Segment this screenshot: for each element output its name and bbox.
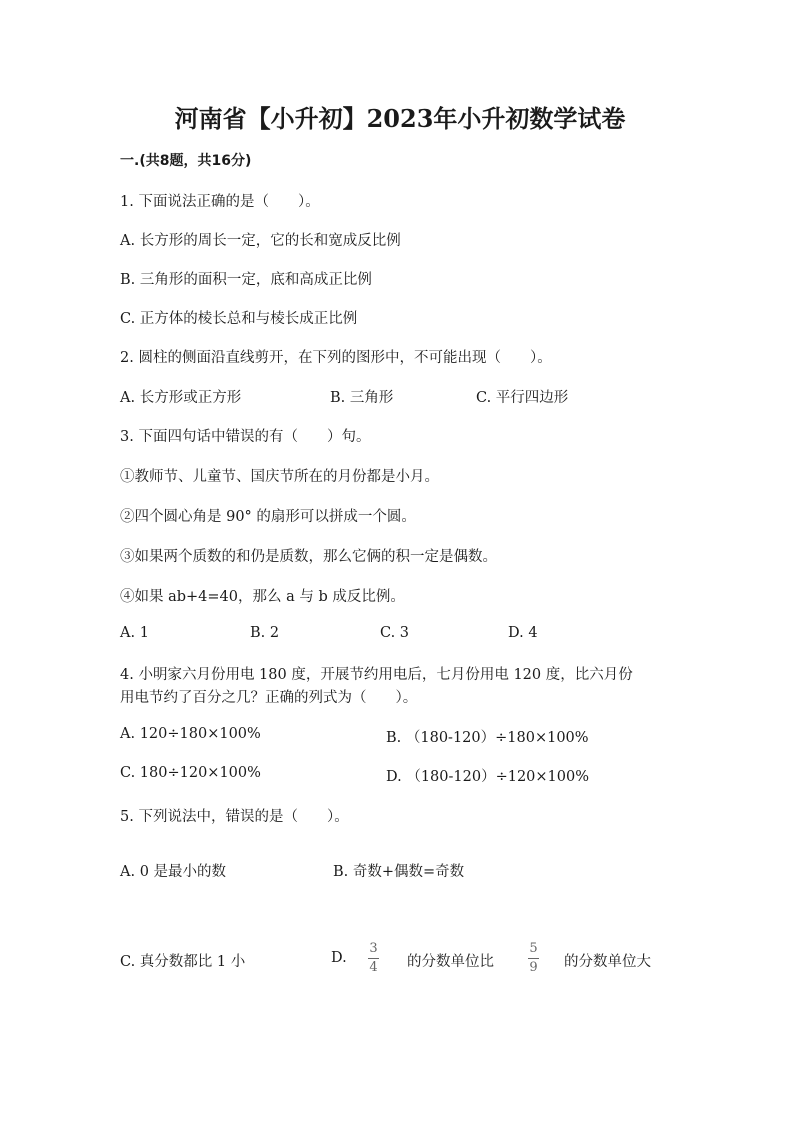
question-5-option-b[interactable]: B. 奇数+偶数=奇数 (333, 864, 465, 880)
question-5-option-d-end: 的分数单位大 (564, 954, 651, 970)
question-1-option-b[interactable]: B. 三角形的面积一定，底和高成正比例 (120, 272, 372, 288)
question-3-statement-2: ②四个圆心角是 90° 的扇形可以拼成一个圆。 (120, 509, 416, 525)
fraction-numerator: 5 (529, 941, 538, 956)
question-4-option-b[interactable]: B. （180-120）÷180×100% (386, 730, 589, 746)
fraction-bar (368, 958, 379, 959)
question-1-option-a[interactable]: A. 长方形的周长一定，它的长和宽成反比例 (120, 233, 401, 249)
question-3-option-d[interactable]: D. 4 (508, 625, 538, 641)
question-1-stem: 1. 下面说法正确的是（ ）。 (120, 194, 320, 210)
fraction-three-quarters (368, 941, 379, 976)
question-5-stem: 5. 下列说法中，错误的是（ ）。 (120, 809, 349, 825)
section-heading: 一.(共8题，共16分) (120, 153, 252, 169)
question-4-option-d[interactable]: D. （180-120）÷120×100% (386, 769, 590, 785)
question-5-option-d-label[interactable]: D. (331, 950, 347, 966)
question-4-stem-line-1: 4. 小明家六月份用电 180 度，开展节约用电后，七月份用电 120 度，比六月份 (120, 667, 633, 683)
question-4-option-a[interactable]: A. 120÷180×100% (120, 726, 261, 742)
question-3-option-c[interactable]: C. 3 (380, 625, 410, 641)
question-1-option-c[interactable]: C. 正方体的棱长总和与棱长成正比例 (120, 311, 358, 327)
question-3-option-a[interactable]: A. 1 (120, 625, 149, 641)
exam-title: 河南省【小升初】2023年小升初数学试卷 (174, 104, 626, 133)
question-3-stem: 3. 下面四句话中错误的有（ ）句。 (120, 429, 371, 445)
fraction-denominator: 9 (529, 960, 538, 975)
question-4-stem-line-2: 用电节约了百分之几？正确的列式为（ ）。 (120, 690, 418, 706)
question-4-option-c[interactable]: C. 180÷120×100% (120, 765, 261, 781)
question-3-option-b[interactable]: B. 2 (250, 625, 280, 641)
fraction-denominator: 4 (369, 960, 378, 975)
question-3-statement-1: ①教师节、儿童节、国庆节所在的月份都是小月。 (120, 469, 439, 485)
fraction-five-ninths (528, 941, 539, 976)
question-5-option-c[interactable]: C. 真分数都比 1 小 (120, 954, 246, 970)
question-5-option-a[interactable]: A. 0 是最小的数 (120, 864, 227, 880)
question-5-option-d-middle: 的分数单位比 (407, 954, 494, 970)
question-3-statement-3: ③如果两个质数的和仍是质数，那么它俩的积一定是偶数。 (120, 549, 497, 565)
fraction-numerator: 3 (369, 941, 378, 956)
question-2-option-b[interactable]: B. 三角形 (330, 390, 394, 406)
question-2-option-c[interactable]: C. 平行四边形 (476, 390, 569, 406)
question-3-statement-4: ④如果 ab+4=40，那么 a 与 b 成反比例。 (120, 589, 405, 605)
question-2-option-a[interactable]: A. 长方形或正方形 (120, 390, 242, 406)
question-2-stem: 2. 圆柱的侧面沿直线剪开，在下列的图形中，不可能出现（ ）。 (120, 350, 552, 366)
fraction-bar (528, 958, 539, 959)
